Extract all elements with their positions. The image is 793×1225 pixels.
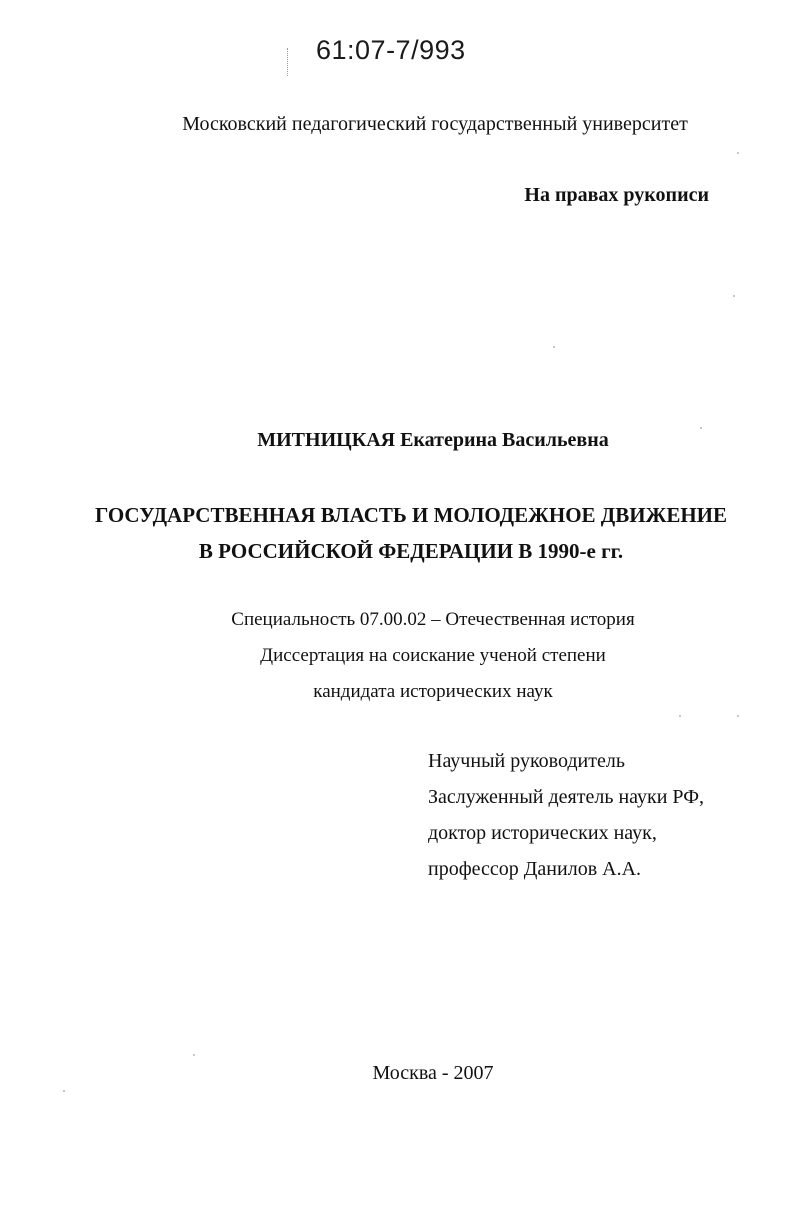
author-given-names: Екатерина Васильевна: [400, 429, 609, 451]
author-surname: МИТНИЦКАЯ: [257, 429, 396, 451]
dissertation-type-line: Диссертация на соискание ученой степени: [260, 645, 606, 666]
scan-speck: [63, 1090, 65, 1092]
scan-speck: [737, 152, 739, 154]
supervisor-honor: Заслуженный деятель науки РФ,: [428, 786, 705, 808]
scan-speck: [193, 1054, 195, 1056]
scan-speck: [737, 715, 739, 717]
scan-speck: [733, 295, 735, 297]
title-line-2: В РОССИЙСКОЙ ФЕДЕРАЦИИ В 1990-е гг.: [198, 539, 624, 563]
supervisor-name: профессор Данилов А.А.: [428, 858, 642, 880]
scan-speck: [679, 715, 681, 717]
title-line-1: ГОСУДАРСТВЕННАЯ ВЛАСТЬ И МОЛОДЕЖНОЕ ДВИЖЕНИЕ: [94, 503, 728, 527]
scan-speck: [553, 346, 555, 348]
specialty-line: Специальность 07.00.02 – Отечественная история: [231, 609, 635, 630]
scan-speck: [700, 427, 702, 429]
city-year: Москва - 2007: [372, 1062, 494, 1084]
manuscript-rights-note: На правах рукописи: [524, 184, 709, 206]
catalog-number: 61:07-7/993: [316, 35, 466, 65]
degree-line: кандидата исторических наук: [313, 681, 553, 702]
supervisor-role: Научный руководитель: [428, 750, 625, 772]
university-name: Московский педагогический государственный университет: [182, 113, 688, 135]
supervisor-degree: доктор исторических наук,: [428, 822, 657, 844]
